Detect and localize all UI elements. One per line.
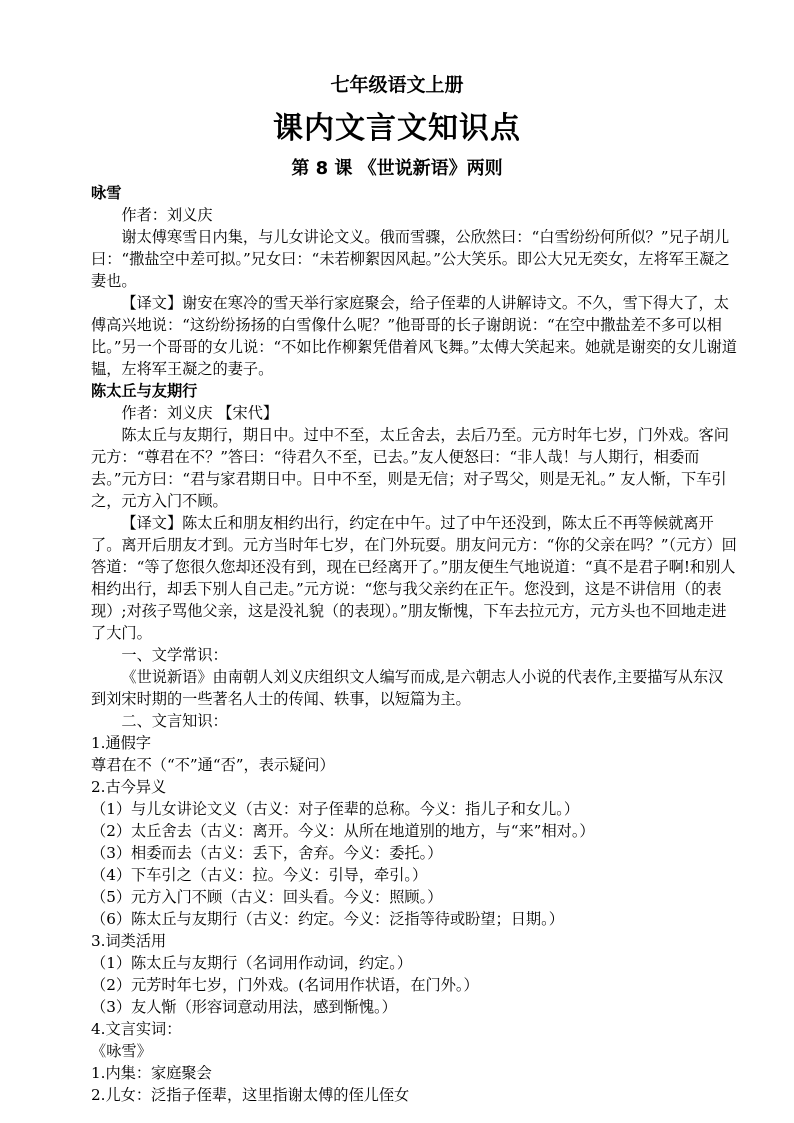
list-item: （3）友人惭（形容词意动用法，感到惭愧。） [91,998,397,1016]
poem2-title: 陈太丘与友期行 [91,382,198,400]
poem1-title: 咏雪 [91,184,122,202]
section-literature: 一、文学常识： [121,646,228,664]
document-body [91,182,737,1106]
poem2-translation: 【译文】陈太丘和朋友相约出行，约定在中午。过了中午还没到，陈太丘不再等候就离开了。离开后朋友才到。元方当时年七岁，在门外玩耍。朋友问元方：“你的父亲在吗？”（元方）回答道：“等了您很久您却还没有到，现在已经离开了。”朋友便生气地说道：“真不是君子啊!和别人相约出行，却丢下别人自己走。”元方说：“您与我父亲约在正午。您没到，这是不讲信用（的表现）;对孩子骂他父亲，这是没礼貌（的表现）。”朋友惭愧，下车去拉元方，元方头也不回地走进了大门。 [91,514,737,642]
list-item: （6）陈太丘与友期行（古义：约定。今义：泛指等待或盼望；日期。） [91,910,564,928]
poem1-translation: 【译文】谢安在寒冷的雪天举行家庭聚会，给子侄辈的人讲解诗文。不久，雪下得大了，太傅高兴地说：“这纷纷扬扬的白雪像什么呢？”他哥哥的长子谢朗说：“在空中撒盐差不多可以相比。”另一个哥哥的女儿说：“不如比作柳絮凭借着风飞舞。”太傅大笑起来。她就是谢奕的女儿谢道韫，左将军王凝之的妻子。 [91,294,737,378]
list-item: （1）陈太丘与友期行（名词用作动词，约定。） [91,954,413,972]
poem2-text: 陈太丘与友期行，期日中。过中不至，太丘舍去，去后乃至。元方时年七岁，门外戏。客问元方：“尊君在不？”答曰：“待君久不至，已去。”友人便怒曰：“非人哉！与人期行，相委而去。”元方曰：“君与家君期日中。日中不至，则是无信；对子骂父，则是无礼。” 友人惭，下车引之，元方入门不顾。 [91,426,729,510]
list-item: （4）下车引之（古义：拉。今义：引导，牵引。） [91,866,428,884]
poem1-text: 谢太傅寒雪日内集，与儿女讲论文义。俄而雪骤，公欣然曰：“白雪纷纷何所似？”兄子胡儿曰：“撒盐空中差可拟。”兄女曰：“未若柳絮因风起。”公大笑乐。即公大兄无奕女，左将军王凝之妻也。 [91,228,730,290]
list-item: （2）元芳时年七岁，门外戏。(名词用作状语，在门外。） [91,976,479,994]
lesson-heading: 第 8 课 《世说新语》两则 [291,158,503,179]
subtopic-yongxue: 《咏雪》 [91,1042,152,1060]
list-item: （3）相委而去（古义：丢下，舍弃。今义：委托。） [91,844,443,862]
topic-gujinyiyi: 2.古今异义 [91,778,167,796]
list-item: 1.内集：家庭聚会 [91,1064,212,1082]
literature-text: 《世说新语》由南朝人刘义庆组织文人编写而成,是六朝志人小说的代表作,主要描写从东汉到刘宋时期的一些著名人士的传闻、轶事，以短篇为主。 [91,668,724,708]
poem1-author: 作者：刘义庆 [121,206,213,224]
topic-tongjiazi: 1.通假字 [91,734,152,752]
section-classical: 二、文言知识： [121,712,228,730]
list-item: 2.儿女：泛指子侄辈，这里指谢太傅的侄儿侄女 [91,1086,410,1104]
list-item: （2）太丘舍去（古义：离开。今义：从所在地道别的地方，与“来”相对。） [91,822,595,840]
list-item: 尊君在不（“不”通“否”，表示疑问） [91,756,335,774]
grade-heading: 七年级语文上册 [330,74,464,96]
page-title: 课内文言文知识点 [273,111,521,146]
topic-shici: 4.文言实词： [91,1020,182,1038]
list-item: （1）与儿女讲论文义（古义：对子侄辈的总称。今义：指儿子和女儿。） [91,800,580,818]
topic-cileihuoyong: 3.词类活用 [91,932,167,950]
list-item: （5）元方入门不顾（古义：回头看。今义：照顾。） [91,888,443,906]
poem2-author: 作者：刘义庆 【宋代】 [121,404,279,422]
